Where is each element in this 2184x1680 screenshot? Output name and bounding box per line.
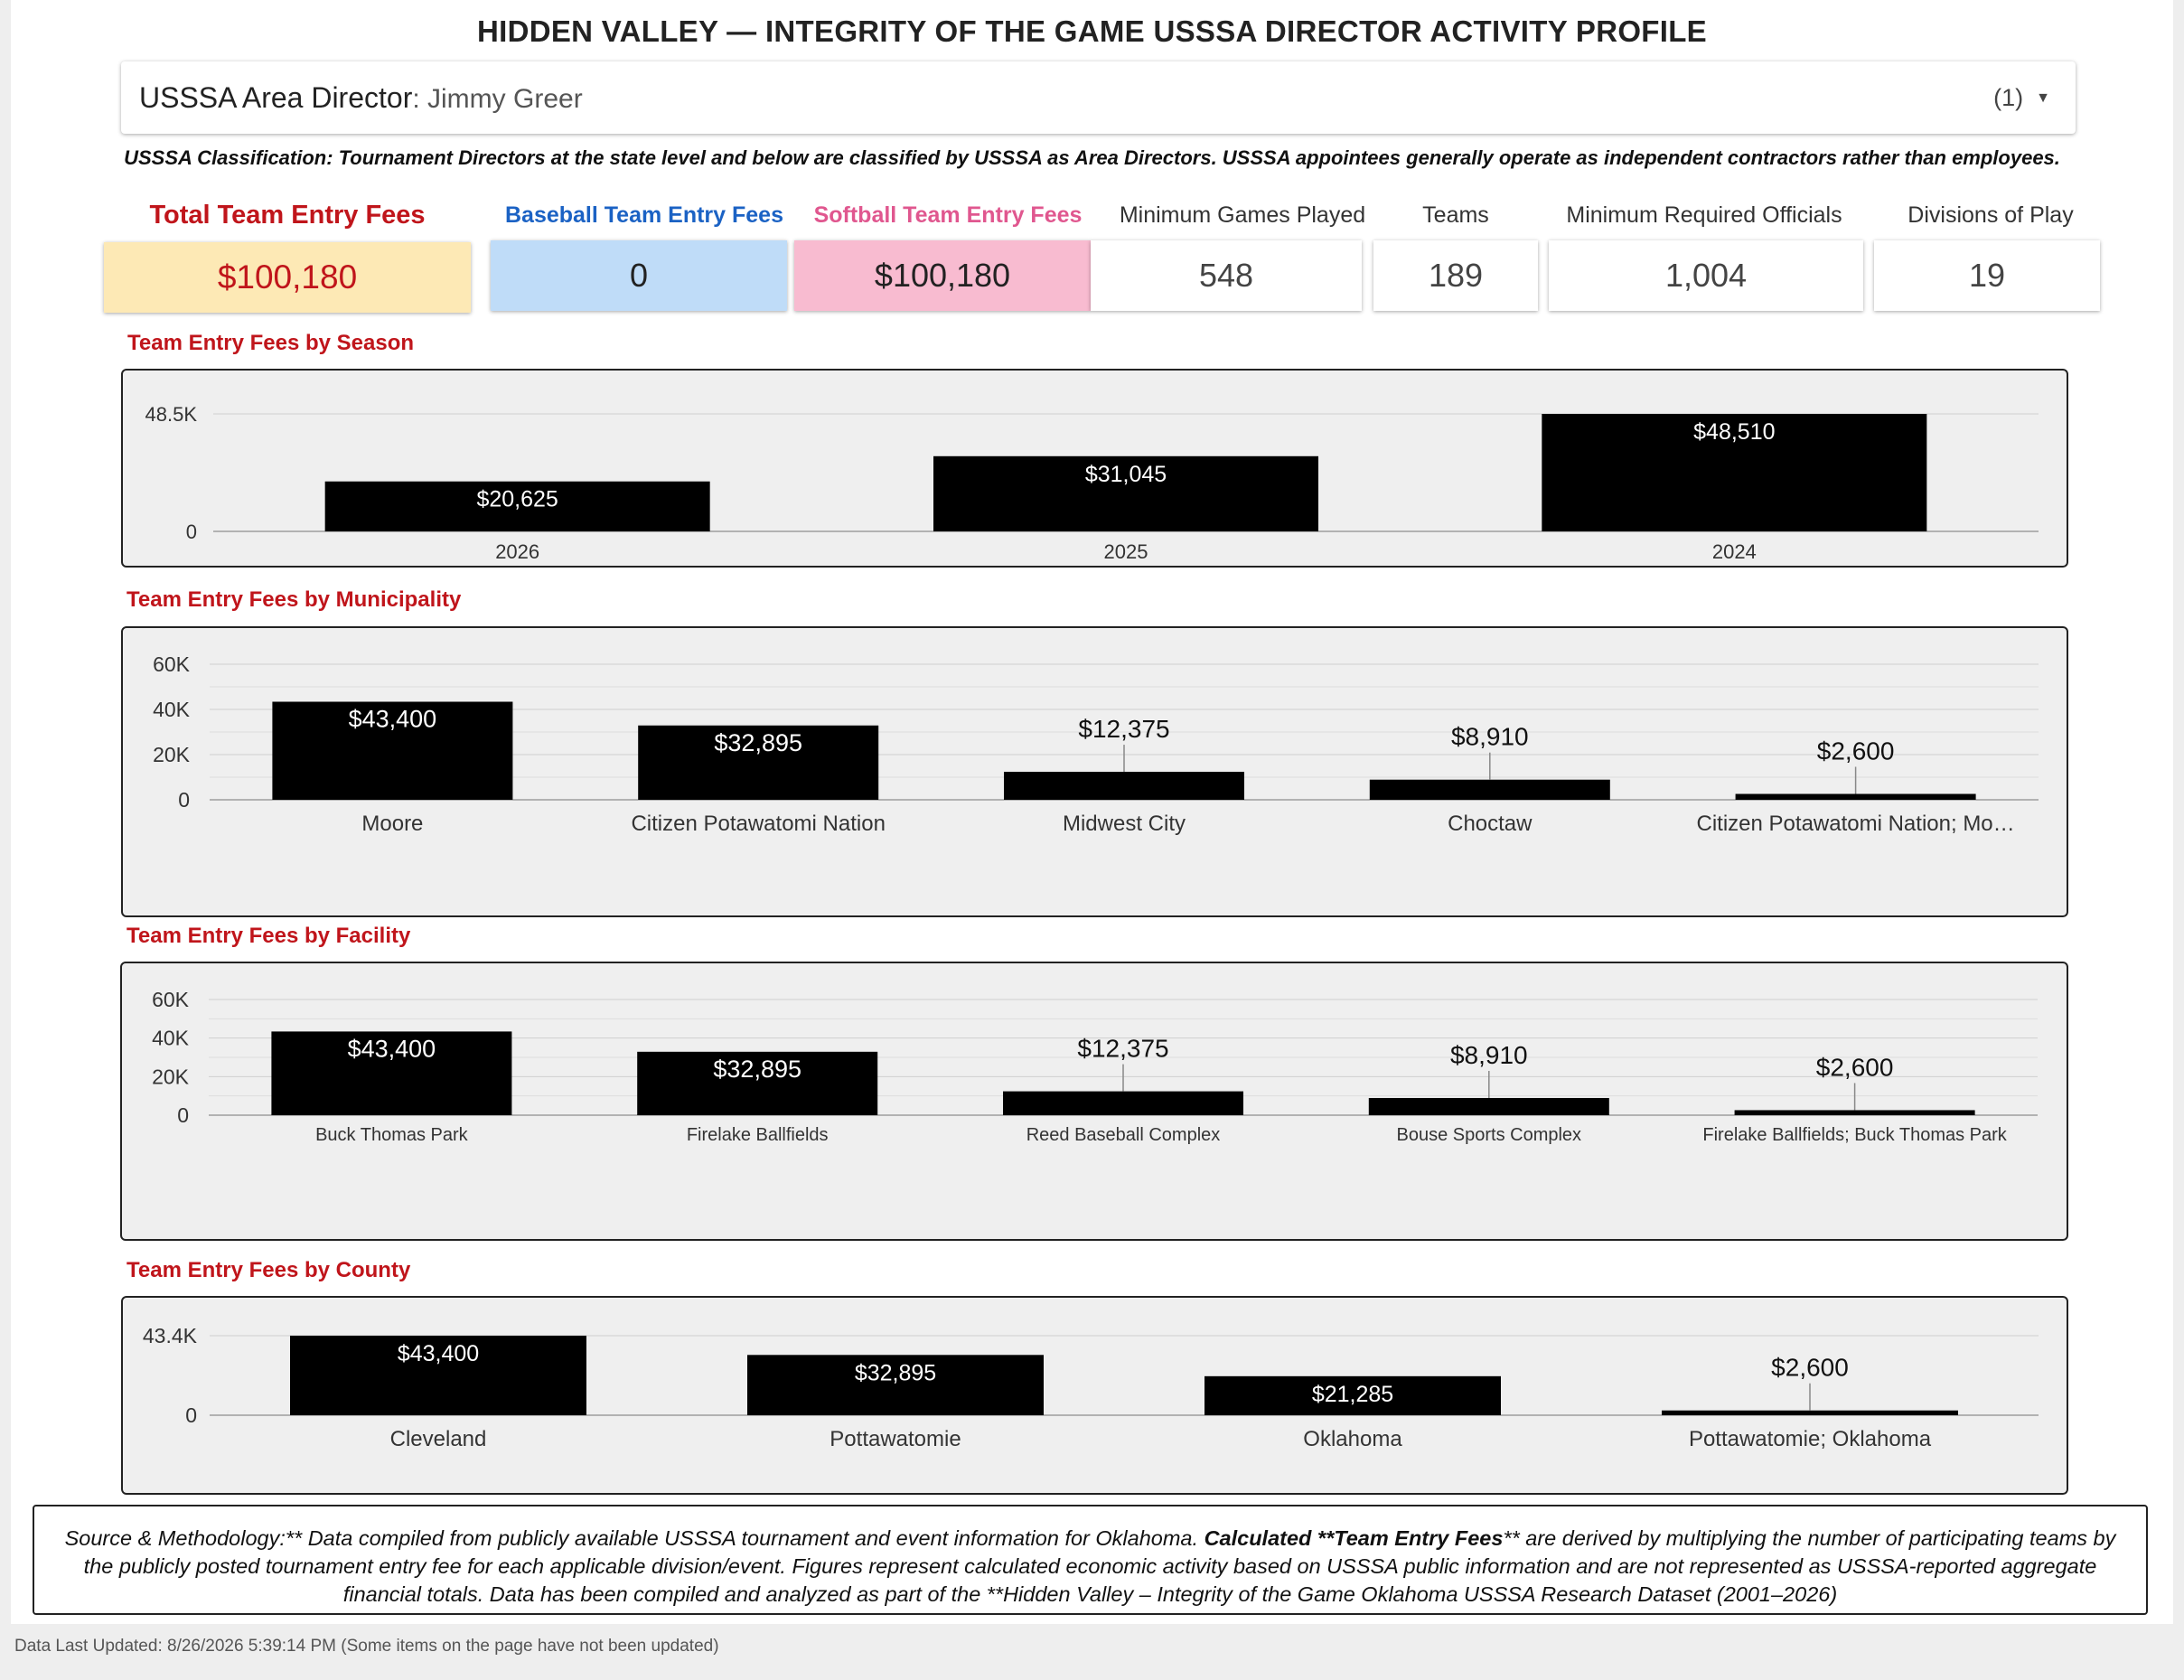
kpi-label-teams: Teams [1422,202,1489,228]
category-label: Bouse Sports Complex [1396,1125,1582,1145]
kpi-label-softball-fees: Softball Team Entry Fees [813,202,1083,228]
chart-panel-municipality [121,626,2068,917]
y-tick-label: 40K [152,1026,189,1050]
data-label: $2,600 [1816,737,1895,765]
classification-note: USSSA Classification: Tournament Directors at the state level and below are classified by USSSA as Area Directors. USSSA appointees generally operate as independent contractors rather than employees. [124,146,2060,169]
y-tick-label: 60K [152,988,189,1011]
category-label: Buck Thomas Park [315,1125,468,1145]
y-tick-label: 0 [178,788,190,812]
y-tick-label: 20K [152,1065,189,1089]
chart-panel-county [121,1296,2068,1495]
y-tick-label: 48.5K [145,403,197,427]
category-label: Firelake Ballfields; Buck Thomas Park [1702,1125,2007,1145]
category-label: Midwest City [1062,812,1186,836]
bar [1369,1098,1609,1115]
section-title-facility: Team Entry Fees by Facility [127,924,411,948]
category-label: Reed Baseball Complex [1026,1125,1221,1145]
methodology-footer [33,1505,2148,1615]
category-label: Pottawatomie; Oklahoma [1688,1427,1932,1451]
data-label: $8,910 [1450,722,1529,751]
data-label: $2,600 [1771,1353,1849,1382]
kpi-min-games: 548 [1091,240,1362,311]
data-label: $32,895 [854,1360,937,1386]
report-page [11,0,2173,1624]
kpi-label-divisions: Divisions of Play [1907,202,2074,228]
category-label: 2024 [1711,540,1757,563]
director-separator: : [412,83,428,114]
director-filter-text [139,81,583,115]
last-updated: Data Last Updated: 8/26/2026 5:39:14 PM (Some items on the page have not been updated) [14,1637,719,1656]
chart-panel-season [121,369,2068,568]
y-tick-label: 0 [185,521,197,543]
section-title-municipality: Team Entry Fees by Municipality [127,587,462,612]
bar [1004,772,1244,800]
footer-bold: Calculated **Team Entry Fees [1204,1526,1504,1550]
director-value: Jimmy Greer [427,83,583,114]
category-label: 2026 [495,540,540,563]
municipality-bar-chart [123,628,2070,919]
data-label: $32,895 [713,1055,802,1083]
data-label: $43,400 [347,1035,436,1063]
data-label: $43,400 [397,1341,480,1366]
director-filter-dropdown[interactable] [121,61,2076,134]
season-bar-chart [123,371,2070,569]
y-tick-label: 0 [185,1403,197,1427]
footer-part2: ** are derived by multiplying the number of participating teams by the publicly posted tournament entry fee for each applicable division/event. Figures represent calculated economic activity based on USSSA public information and are not represented as USSSA-reported aggregate financial totals. Data has been compiled and analyzed as part of the **Hidden Valley – Integrity of the Game Oklahoma USSSA Research Dataset (2001–2026) [83,1526,2116,1606]
bar [1370,780,1610,800]
category-label: Cleveland [389,1427,487,1451]
bar [1736,794,1976,801]
data-label: $31,045 [1084,461,1167,487]
kpi-teams: 189 [1373,240,1538,311]
data-label: $48,510 [1693,419,1776,445]
category-label: 2025 [1103,540,1148,563]
bar [1662,1411,1958,1415]
y-tick-label: 0 [177,1103,189,1127]
category-label: Pottawatomie [830,1427,961,1451]
kpi-total-fees: $100,180 [104,242,471,313]
kpi-softball-fees: $100,180 [794,240,1091,311]
kpi-label-total-fees: Total Team Entry Fees [149,201,426,230]
section-title-season: Team Entry Fees by Season [127,331,415,355]
category-label: Firelake Ballfields [686,1125,829,1145]
y-tick-label: 60K [153,652,190,676]
footer-part1: Source & Methodology:** Data compiled from publicly available USSSA tournament and event information for Oklahoma. [64,1526,1204,1550]
kpi-label-min-games: Minimum Games Played [1119,202,1366,228]
director-count-label: (1) [1993,83,2024,111]
data-label: $32,895 [714,728,803,756]
kpi-label-min-officials: Minimum Required Officials [1566,202,1842,228]
facility-bar-chart [122,963,2070,1243]
category-label: Citizen Potawatomi Nation [631,812,886,836]
data-label: $12,375 [1077,1034,1169,1063]
chart-panel-facility [120,962,2068,1241]
y-tick-label: 20K [153,743,190,766]
y-tick-label: 43.4K [142,1324,197,1347]
y-tick-label: 40K [153,698,190,721]
data-label: $8,910 [1449,1040,1528,1069]
category-label: Citizen Potawatomi Nation; Mo… [1696,812,2015,836]
kpi-min-officials: 1,004 [1549,240,1863,311]
county-bar-chart [123,1298,2070,1497]
section-title-county: Team Entry Fees by County [127,1258,411,1282]
category-label: Moore [361,812,424,836]
data-label: $21,285 [1311,1381,1394,1407]
data-label: $43,400 [348,705,437,733]
data-label: $12,375 [1078,715,1170,744]
director-label: USSSA Area Director [139,80,413,114]
kpi-label-baseball-fees: Baseball Team Entry Fees [504,202,783,228]
data-label: $20,625 [476,486,558,512]
data-label: $2,600 [1815,1053,1894,1082]
kpi-divisions: 19 [1874,240,2100,311]
kpi-baseball-fees: 0 [491,240,787,311]
caret-down-icon[interactable]: ▼ [2036,90,2050,107]
bar [1735,1110,1975,1115]
category-label: Choctaw [1448,812,1533,836]
category-label: Oklahoma [1303,1427,1402,1451]
bar [1003,1092,1243,1115]
page-title: HIDDEN VALLEY — INTEGRITY OF THE GAME USSSA DIRECTOR ACTIVITY PROFILE [477,14,1707,48]
director-count[interactable] [1993,84,2050,112]
